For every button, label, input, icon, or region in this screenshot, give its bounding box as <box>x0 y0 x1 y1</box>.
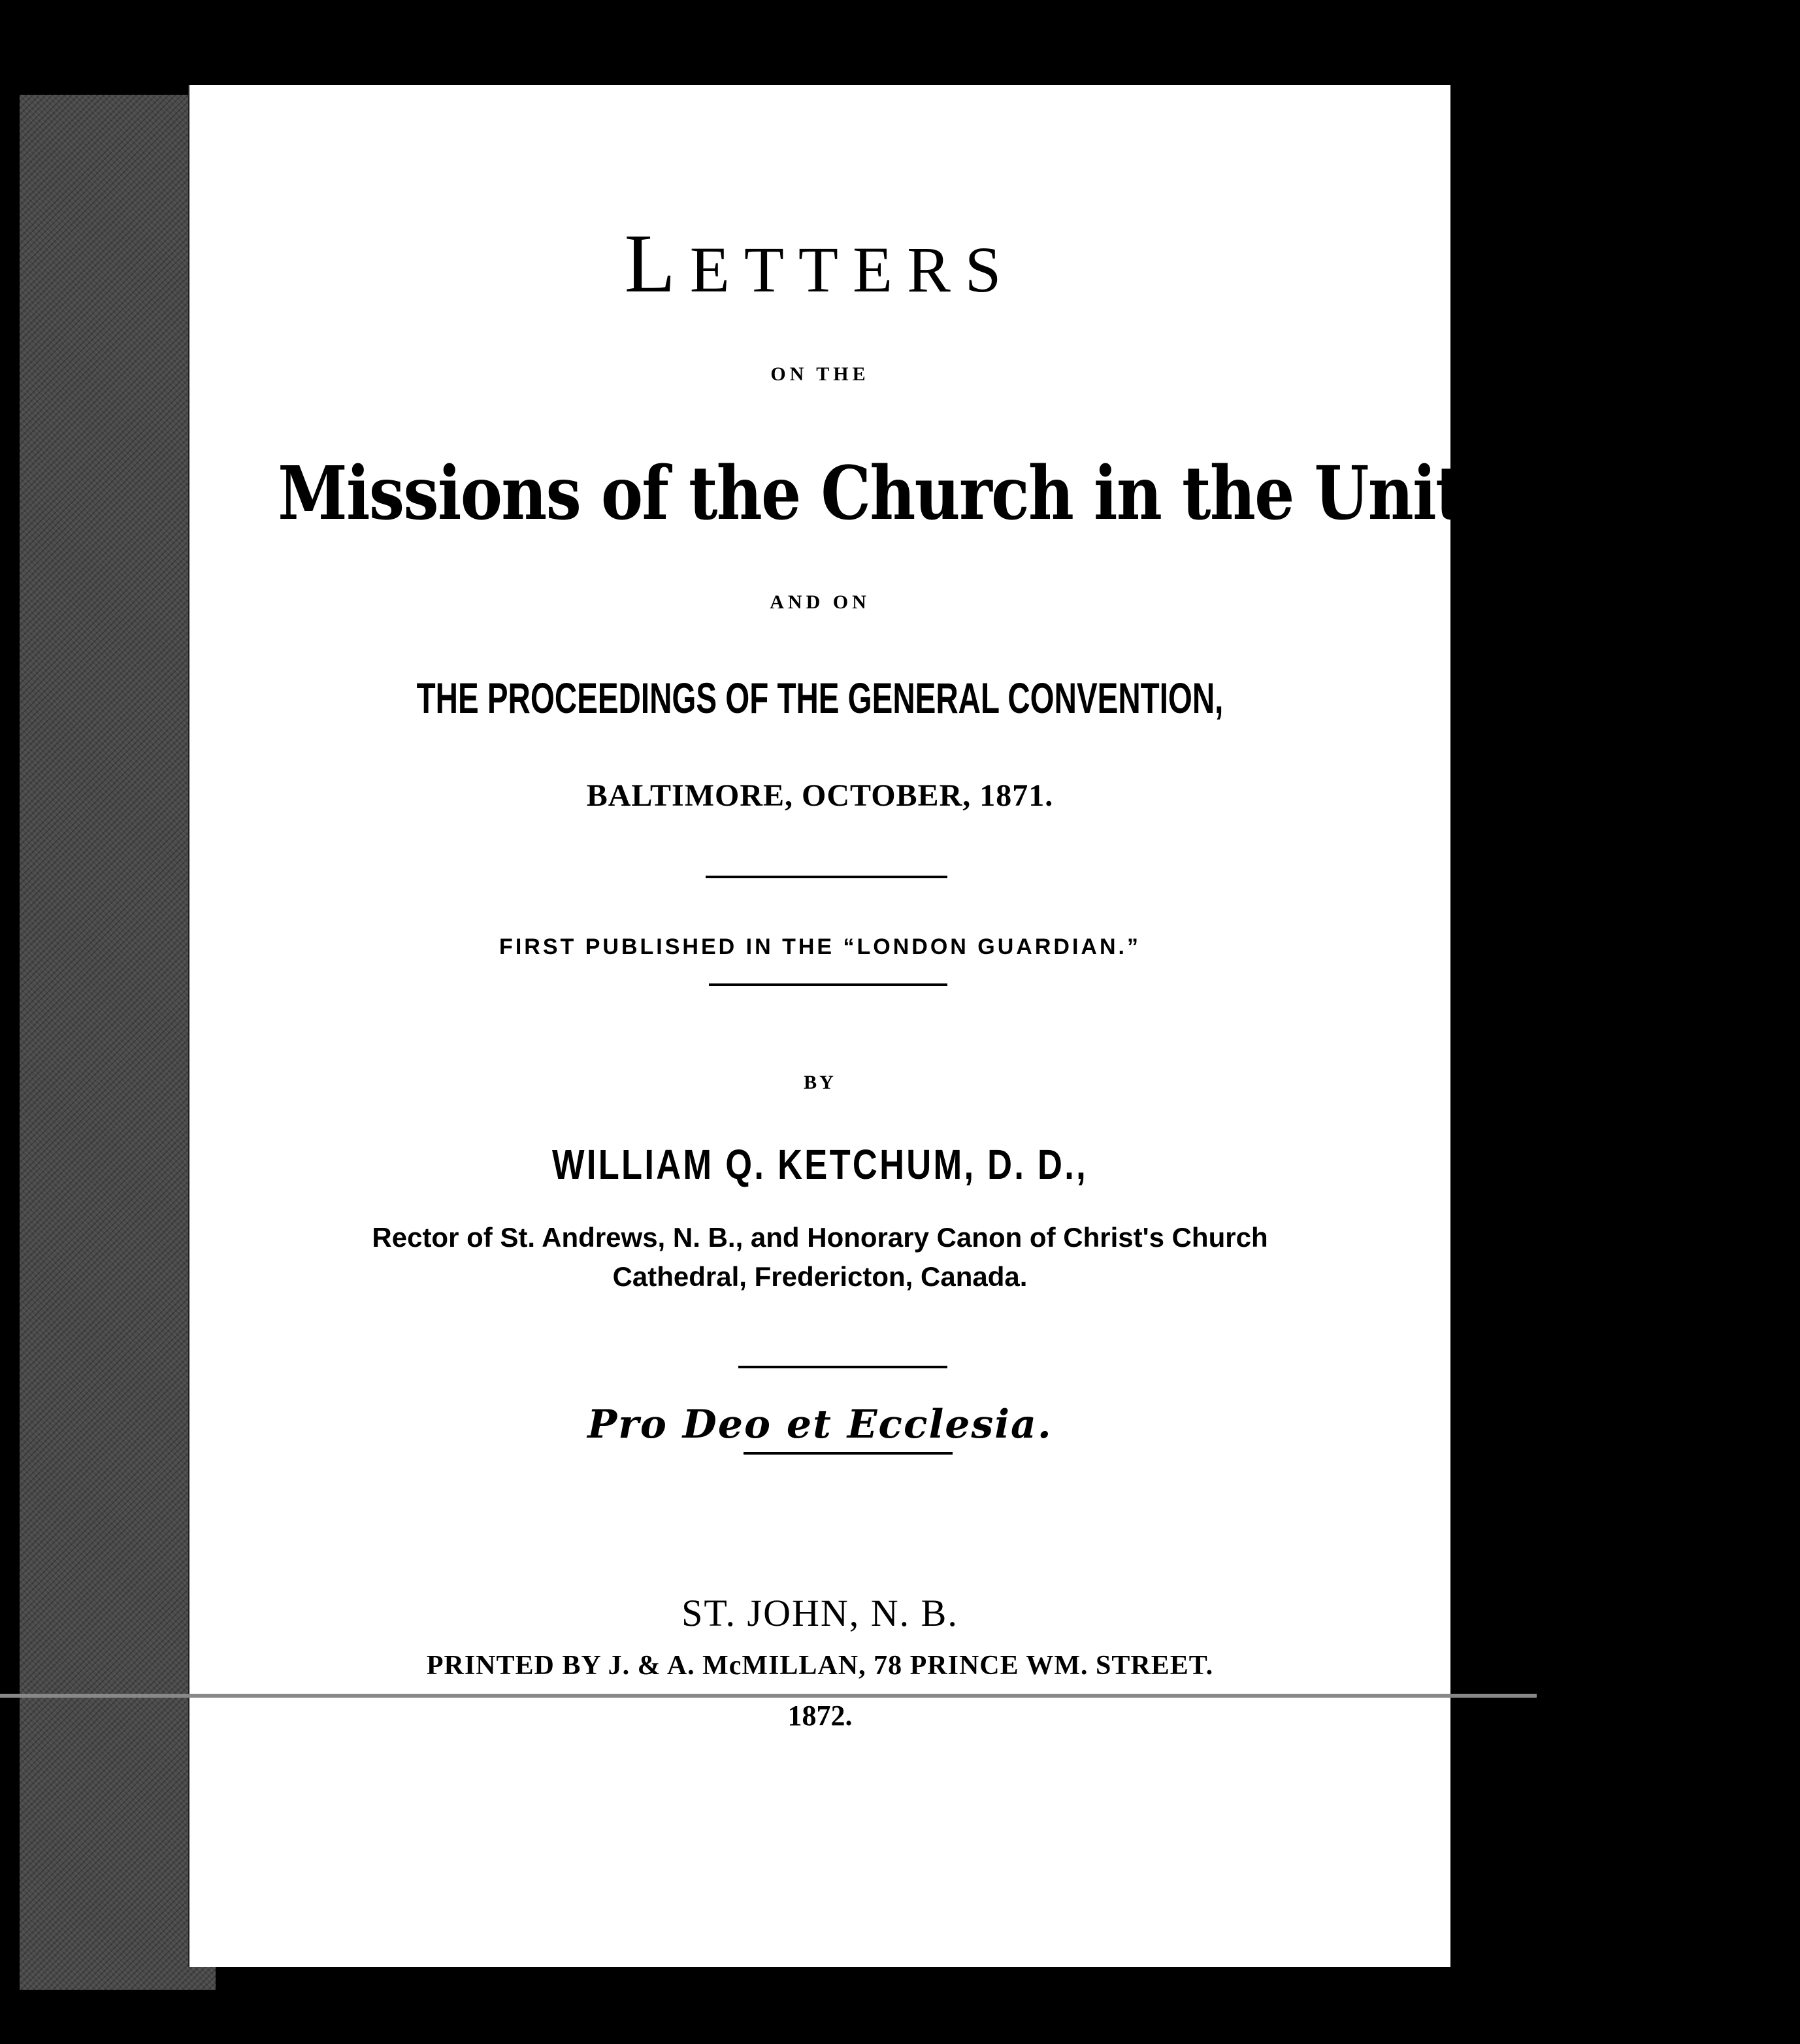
by-text: BY <box>804 1072 836 1093</box>
on-the-text: ON THE <box>770 363 870 385</box>
baltimore-date: BALTIMORE, OCTOBER, 1871. <box>586 778 1054 813</box>
author-name: WILLIAM Q. KETCHUM, D. D., <box>552 1141 1088 1188</box>
latin-motto: Pro Deo et Ecclesia. <box>587 1402 1053 1447</box>
divider-rule <box>744 1452 953 1455</box>
divider-rule <box>738 1366 947 1368</box>
and-on-text: AND ON <box>770 591 870 613</box>
first-published-note: FIRST PUBLISHED IN THE “LONDON GUARDIAN.” <box>499 934 1141 959</box>
publication-year: 1872. <box>787 1700 853 1732</box>
proceedings-heading: THE PROCEEDINGS OF THE GENERAL CONVENTION, <box>416 674 1224 722</box>
book-spine <box>20 95 216 1990</box>
scan-artifact-line <box>0 1694 1537 1698</box>
author-title-line2: Cathedral, Fredericton, Canada. <box>612 1261 1028 1292</box>
divider-rule <box>709 983 947 986</box>
title-letters <box>189 216 1450 312</box>
title-rest: ETTERS <box>689 233 1016 306</box>
missions-heading: Missions of the Church in the United States, <box>278 451 1800 536</box>
title-first-letter: L <box>624 217 690 310</box>
publication-city: ST. JOHN, N. B. <box>681 1592 958 1634</box>
title-page <box>188 85 1800 1967</box>
author-title-line1: Rector of St. Andrews, N. B., and Honorary Canon of Christ's Church <box>372 1222 1268 1253</box>
printer-imprint: PRINTED BY J. & A. McMILLAN, 78 PRINCE WM. STREET. <box>426 1651 1214 1681</box>
divider-rule <box>706 876 947 878</box>
